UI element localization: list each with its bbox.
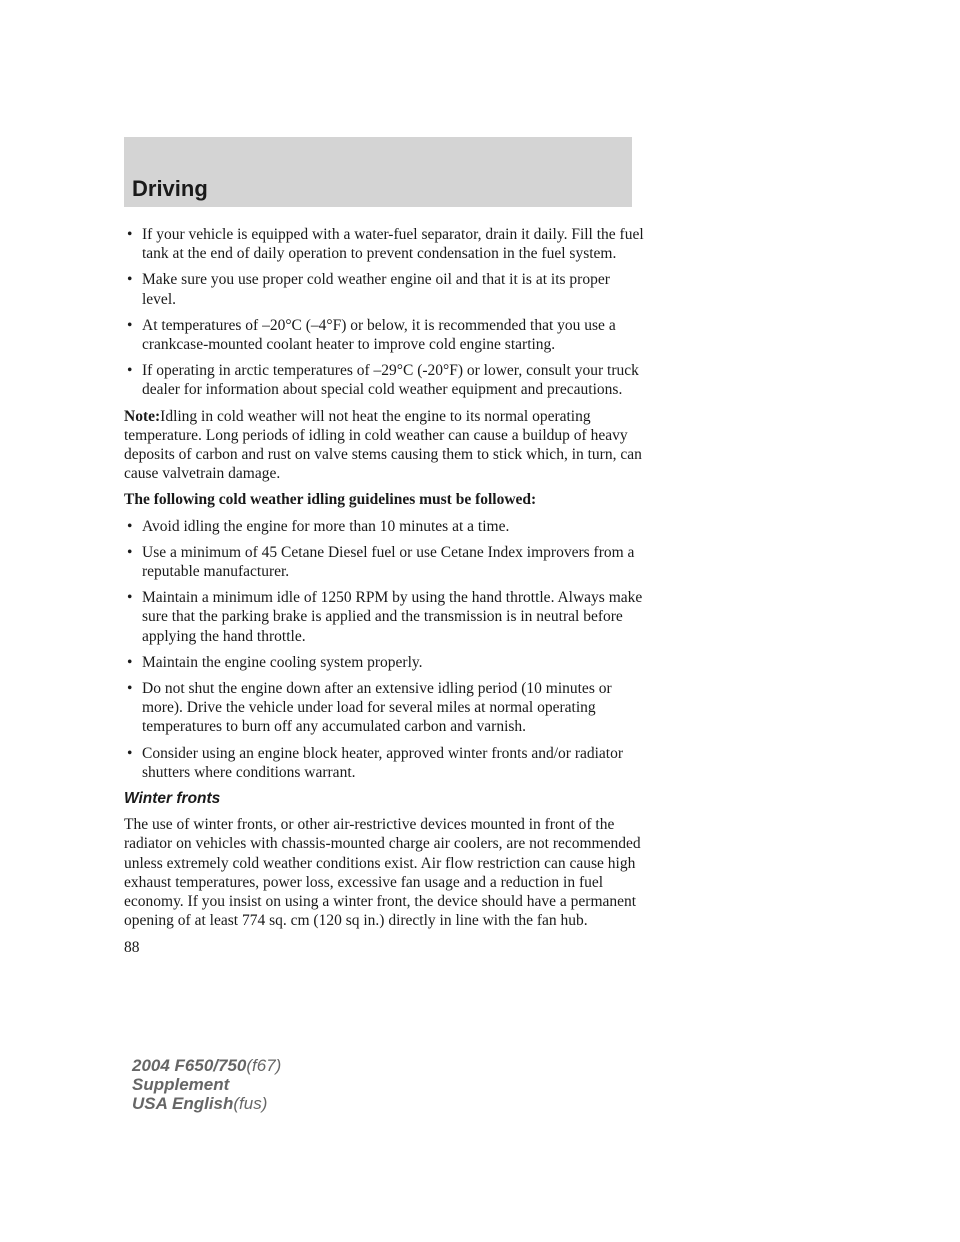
list-item: • Use a minimum of 45 Cetane Diesel fuel or use Cetane Index improvers from a reputable manufacturer.: [127, 543, 635, 581]
footer-model-code: (f67): [246, 1056, 282, 1075]
bullet-icon: •: [127, 316, 133, 334]
note-text: Idling in cold weather will not heat the engine to its normal operating temperature. Long periods of idling in cold weather can cause a buildup of heavy deposits of carbon and rust on valve stems causing them to stick which, in turn, can cause valvetrain damage.: [124, 407, 642, 483]
footer-model-line: [132, 1056, 281, 1075]
footer-language: USA English: [132, 1094, 234, 1113]
list-item: • If your vehicle is equipped with a water-fuel separator, drain it daily. Fill the fuel tank at the end of daily operation to prevent condensation in the fuel system.: [127, 226, 644, 263]
list-item: • Do not shut the engine down after an extensive idling period (10 minutes or more). Drive the vehicle under load for several miles at normal operating temperatures to burn off any accumulated carbon and varnish.: [127, 680, 612, 736]
bullet-icon: •: [127, 226, 133, 243]
list-item: • Maintain a minimum idle of 1250 RPM by using the hand throttle. Always make sure that the parking brake is applied and the transmission is in neutral before applying the hand throttle.: [127, 589, 643, 645]
section-title: Driving: [132, 176, 208, 201]
page-number: 88: [124, 938, 140, 956]
bullet-icon: •: [127, 680, 133, 698]
footer-language-code: (fus): [233, 1094, 268, 1113]
list-item: • At temperatures of –20°C (–4°F) or below, it is recommended that you use a crankcase-mounted coolant heater to improve cold engine starting.: [127, 316, 616, 354]
footer-language-line: [132, 1094, 281, 1113]
bullet-icon: •: [127, 362, 133, 380]
footer-model: 2004 F650/750: [132, 1056, 247, 1075]
page-content: [124, 225, 644, 957]
document-footer: [132, 1056, 281, 1113]
note-label: Note:: [124, 407, 161, 425]
bullet-icon: •: [127, 271, 133, 289]
bullet-icon: •: [127, 744, 133, 762]
bullet-list-guidelines: [124, 517, 644, 782]
guidelines-heading: The following cold weather idling guidelines must be followed:: [124, 491, 537, 509]
note-paragraph: [124, 407, 644, 484]
list-item: • Make sure you use proper cold weather engine oil and that it is at its proper level.: [127, 271, 610, 308]
bullet-icon: •: [127, 589, 133, 607]
bullet-icon: •: [127, 517, 133, 535]
bullet-list-top: [124, 225, 644, 400]
winter-fronts-paragraph: The use of winter fronts, or other air-restrictive devices mounted in front of the radiator on vehicles with chassis-mounted charge air coolers, are not recommended unless extremely cold weather conditions exist. Air flow restriction can cause high exhaust temperatures, power loss, excessive fan usage and a reduction in fuel economy. If you insist on using a winter front, the device should have a permanent opening of at least 774 sq. cm (120 sq in.) directly in line with the fan hub.: [124, 816, 641, 930]
footer-doc-type: Supplement: [132, 1075, 230, 1094]
list-item: • Avoid idling the engine for more than 10 minutes at a time.: [127, 517, 510, 535]
winter-fronts-heading: Winter fronts: [124, 790, 221, 808]
list-item: • Maintain the engine cooling system properly.: [127, 653, 423, 671]
bullet-icon: •: [127, 653, 133, 671]
list-item: • Consider using an engine block heater, approved winter fronts and/or radiator shutters where conditions warrant.: [127, 744, 624, 781]
list-item: • If operating in arctic temperatures of –29°C (-20°F) or lower, consult your truck dealer for information about special cold weather equipment and precautions.: [127, 362, 639, 399]
bullet-icon: •: [127, 543, 133, 561]
